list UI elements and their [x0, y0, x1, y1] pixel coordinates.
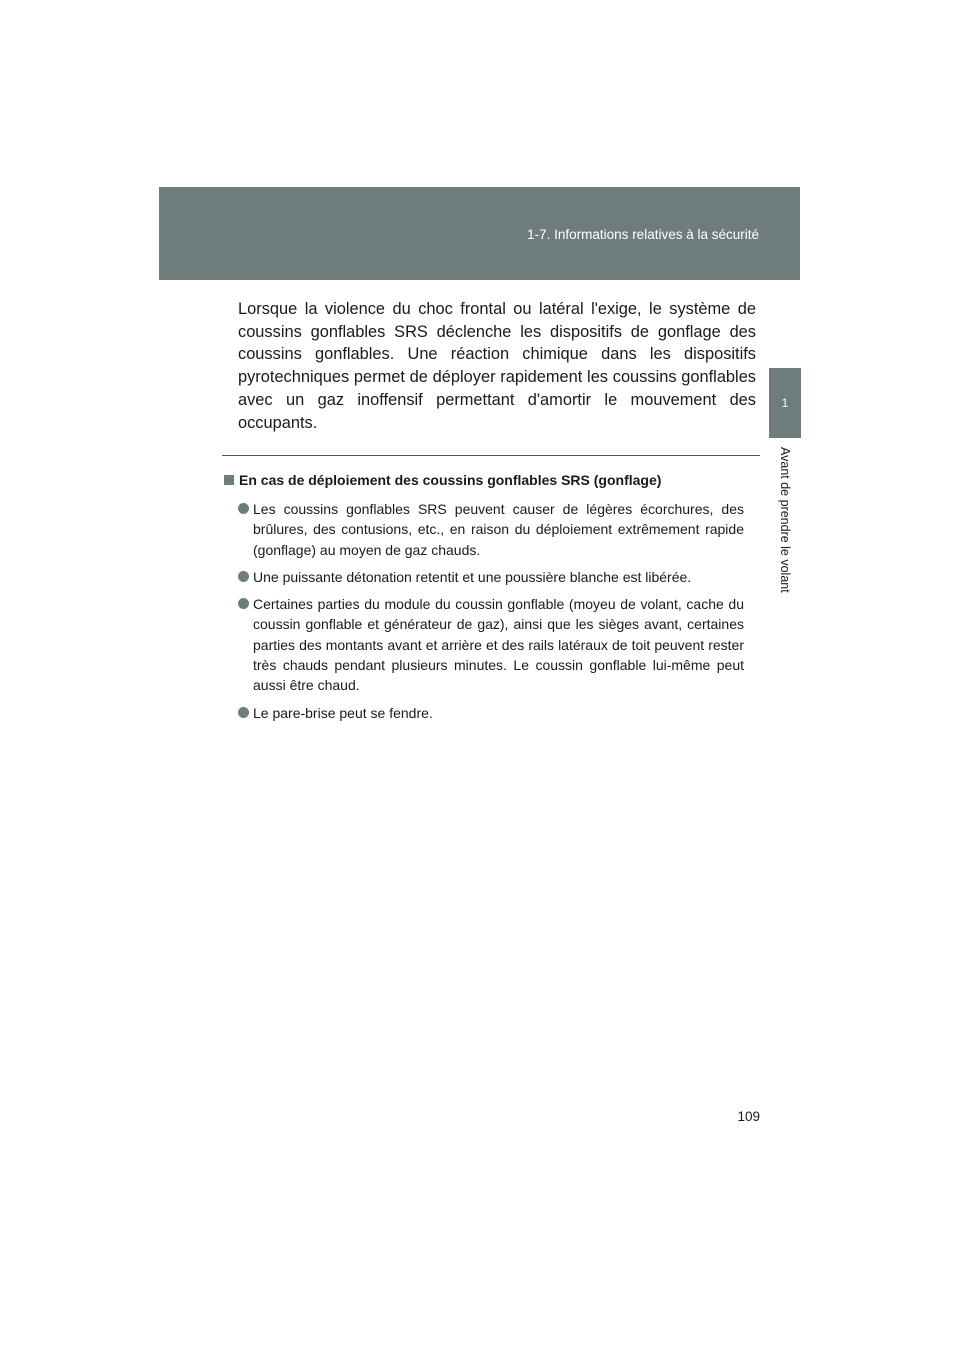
- list-item: [238, 499, 744, 560]
- chapter-number: 1: [781, 396, 789, 410]
- notes-heading-text: En cas de déploiement des coussins gonflables SRS (gonflage): [239, 472, 662, 488]
- list-item-text: Les coussins gonflables SRS peuvent causer de légères écorchures, des brûlures, des contusions, etc., en raison du déploiement extrêmement rapide (gonflage) au moyen de gaz chauds.: [253, 501, 744, 558]
- round-bullet-icon: [238, 707, 249, 718]
- round-bullet-icon: [238, 503, 249, 514]
- header-band: [159, 187, 800, 280]
- square-bullet-icon: [224, 475, 234, 485]
- chapter-tab: [769, 368, 801, 438]
- intro-paragraph: Lorsque la violence du choc frontal ou latéral l'exige, le système de coussins gonflables SRS déclenche les dispositifs de gonflage des coussins gonflables. Une réaction chimique dans les dispositifs pyrotechniques permet de déployer rapidement les coussins gonflables avec un gaz inoffensif permettant d'amortir le mouvement des occupants.: [238, 300, 756, 432]
- round-bullet-icon: [238, 598, 249, 609]
- list-item-text: Une puissante détonation retentit et une poussière blanche est libérée.: [253, 568, 692, 585]
- list-item-text: Certaines parties du module du coussin gonflable (moyeu de volant, cache du coussin gonflable et générateur de gaz), ainsi que les sièges avant, certaines parties des montants avant et arrière et des rails latéraux de toit peuvent rester très chauds pendant plusieurs minutes. Le coussin gonflable lui-même peut aussi être chaud.: [253, 596, 744, 694]
- notes-heading: [224, 472, 764, 488]
- list-item: [238, 594, 744, 695]
- list-item-text: Le pare-brise peut se fendre.: [253, 704, 433, 721]
- list-item: [238, 567, 744, 587]
- chapter-label: Avant de prendre le volant: [778, 447, 792, 593]
- section-title: 1-7. Informations relatives à la sécurité: [527, 227, 759, 242]
- section-divider: [222, 455, 760, 456]
- notes-list: [238, 499, 744, 730]
- round-bullet-icon: [238, 571, 249, 582]
- page-number: 109: [737, 1109, 760, 1124]
- list-item: [238, 703, 744, 723]
